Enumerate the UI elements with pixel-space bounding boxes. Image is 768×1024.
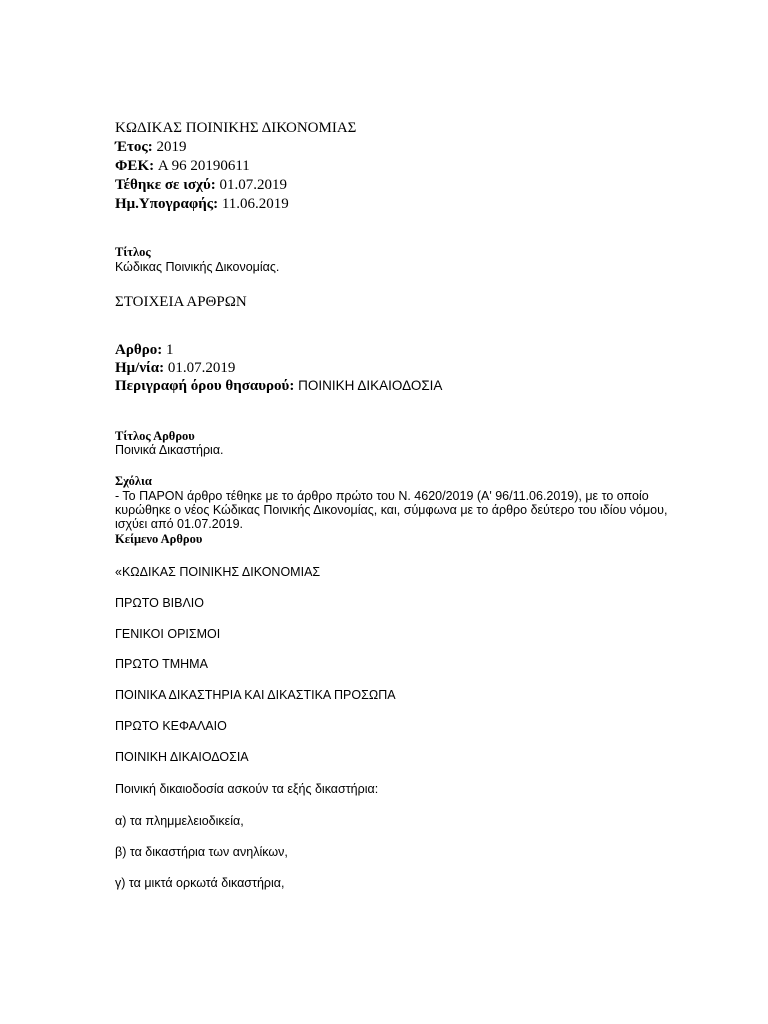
year-label: Έτος: xyxy=(115,139,153,155)
article-number-row xyxy=(115,342,173,359)
body-line: ΠΡΩΤΟ ΤΜΗΜΑ xyxy=(115,657,208,671)
articles-heading: ΣΤΟΙΧΕΙΑ ΑΡΘΡΩΝ xyxy=(115,294,247,310)
year-row xyxy=(115,139,186,156)
comments-line: ισχύει από 01.07.2019. xyxy=(115,517,244,531)
title-value: Κώδικας Ποινικής Δικονομίας. xyxy=(115,260,280,274)
fek-label: ΦΕΚ: xyxy=(115,158,155,174)
comments-line: - Το ΠΑΡΟΝ άρθρο τέθηκε με το άρθρο πρώτο του Ν. 4620/2019 (Α' 96/11.06.2019), με το οποίο xyxy=(115,489,649,503)
in-force-row xyxy=(115,177,287,194)
signed-label: Ημ.Υπογραφής: xyxy=(115,196,219,212)
article-date-label: Ημ/νία: xyxy=(115,360,165,376)
fek-value: A 96 20190611 xyxy=(157,158,250,174)
body-line: γ) τα μικτά ορκωτά δικαστήρια, xyxy=(115,876,285,890)
article-title-label: Τίτλος Αρθρου xyxy=(115,429,195,443)
body-line: ΠΡΩΤΟ ΚΕΦΑΛΑΙΟ xyxy=(115,719,227,733)
fek-row xyxy=(115,158,250,175)
law-title: ΚΩΔΙΚΑΣ ΠΟΙΝΙΚΗΣ ΔΙΚΟΝΟΜΙΑΣ xyxy=(115,120,357,136)
thesaurus-label: Περιγραφή όρου θησαυρού: xyxy=(115,378,295,394)
title-label: Τίτλος xyxy=(115,245,151,259)
body-line: Ποινική δικαιοδοσία ασκούν τα εξής δικαστήρια: xyxy=(115,782,379,796)
body-line: β) τα δικαστήρια των ανηλίκων, xyxy=(115,845,288,859)
in-force-value: 01.07.2019 xyxy=(219,177,287,193)
article-number-value: 1 xyxy=(165,342,174,358)
body-line: «ΚΩΔΙΚΑΣ ΠΟΙΝΙΚΗΣ ΔΙΚΟΝΟΜΙΑΣ xyxy=(115,565,321,579)
body-line: ΠΡΩΤΟ ΒΙΒΛΙΟ xyxy=(115,596,205,610)
comments-label: Σχόλια xyxy=(115,474,152,488)
article-date-value: 01.07.2019 xyxy=(167,360,236,376)
article-number-label: Αρθρο: xyxy=(115,342,163,358)
signed-row xyxy=(115,196,289,213)
thesaurus-row xyxy=(115,378,442,395)
body-line: ΠΟΙΝΙΚΗ ΔΙΚΑΙΟΔΟΣΙΑ xyxy=(115,750,249,764)
signed-value: 11.06.2019 xyxy=(221,196,289,212)
article-date-row xyxy=(115,360,235,377)
thesaurus-value: ΠΟΙΝΙΚΗ ΔΙΚΑΙΟΔΟΣΙΑ xyxy=(298,378,443,393)
year-value: 2019 xyxy=(156,139,187,155)
body-line: ΠΟΙΝΙΚΑ ΔΙΚΑΣΤΗΡΙΑ ΚΑΙ ΔΙΚΑΣΤΙΚΑ ΠΡΟΣΩΠΑ xyxy=(115,688,396,702)
article-title-value: Ποινικά Δικαστήρια. xyxy=(115,443,224,457)
comments-line: κυρώθηκε ο νέος Κώδικας Ποινικής Δικονομίας, και, σύμφωνα με το άρθρο δεύτερο του ιδίου νόμου, xyxy=(115,503,668,517)
article-text-label: Κείμενο Αρθρου xyxy=(115,532,203,546)
in-force-label: Τέθηκε σε ισχύ: xyxy=(115,177,216,193)
body-line: α) τα πλημμελειοδικεία, xyxy=(115,814,244,828)
body-line: ΓΕΝΙΚΟΙ ΟΡΙΣΜΟΙ xyxy=(115,627,221,641)
